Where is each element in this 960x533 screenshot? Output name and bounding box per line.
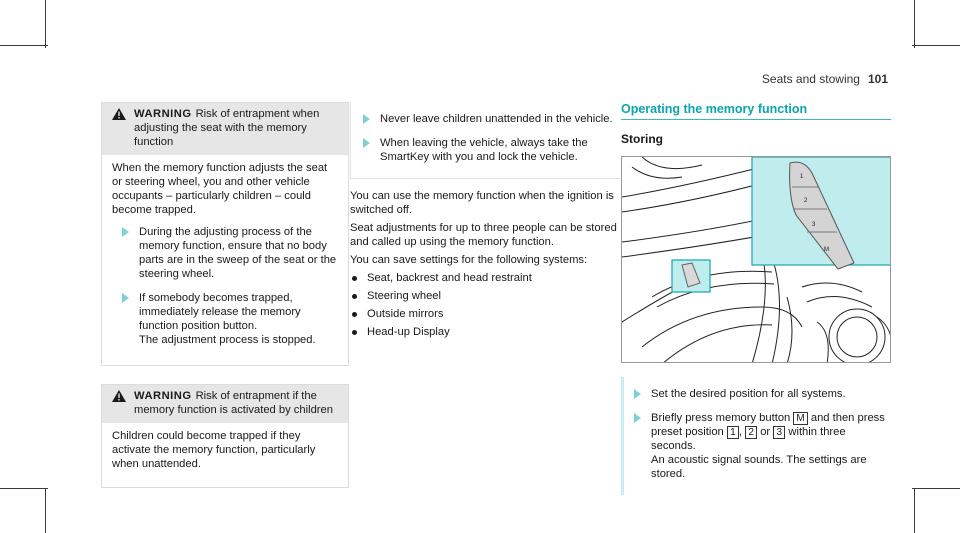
bullet-icon	[352, 330, 357, 335]
bullet-icon	[352, 276, 357, 281]
list-item: Steering wheel	[350, 289, 620, 303]
warning-box	[101, 384, 349, 488]
warning-triangle-icon	[112, 107, 128, 149]
step-arrow-icon	[363, 138, 370, 148]
list-item: Head-up Display	[350, 325, 620, 339]
instruction-step	[363, 112, 620, 126]
column-middle	[350, 102, 620, 343]
step-arrow-icon	[122, 227, 129, 237]
systems-list	[350, 271, 620, 339]
warning-body	[102, 155, 348, 365]
list-item: Seat, backrest and head restraint	[350, 271, 620, 285]
warning-text: When the memory function adjusts the seat or steering wheel, you and other vehicle occupants – particularly children – could become trapped.	[112, 162, 328, 216]
crop-mark	[912, 488, 960, 489]
crop-mark	[0, 488, 48, 489]
bullet-icon	[352, 294, 357, 299]
memory-button-3-label: 3	[812, 222, 816, 228]
warning-body	[102, 423, 348, 487]
crop-mark	[0, 45, 48, 46]
section-name: Seats and stowing	[761, 72, 860, 86]
warning-title: WARNING	[134, 390, 192, 402]
page-header	[762, 72, 888, 86]
warning-continuation	[350, 102, 620, 179]
step-text: Never leave children unattended in the vehicle.	[380, 113, 613, 125]
instruction-steps	[621, 377, 891, 495]
column-left	[101, 102, 349, 500]
warning-heading: Risk of entrapment when adjusting the seat with the memory function	[134, 108, 320, 148]
preset-key-1: 1	[727, 426, 739, 439]
memory-key-m: M	[793, 412, 807, 425]
step-text: If somebody becomes trapped, immediately release the memory function position button.	[139, 292, 301, 332]
step-arrow-icon	[363, 114, 370, 124]
warning-box	[101, 102, 349, 366]
memory-button-2-label: 2	[804, 198, 808, 204]
warning-text: Children could become trapped if they activate the memory function, particularly when unattended.	[112, 430, 316, 470]
crop-mark	[912, 45, 960, 46]
preset-key-2: 2	[745, 426, 757, 439]
instruction-step: Briefly press memory button M and then press preset position 1 , 2 or 3 within three seconds. An acoustic signal sounds. The settings are stored.	[630, 411, 891, 481]
step-text: When leaving the vehicle, always take the SmartKey with you and lock the vehicle.	[380, 137, 588, 163]
instruction-step	[363, 136, 620, 164]
crop-mark	[914, 488, 915, 533]
step-arrow-icon	[634, 389, 641, 399]
step-arrow-icon	[122, 293, 129, 303]
memory-button-m-label: M	[824, 247, 829, 253]
paragraph: You can use the memory function when the ignition is switched off.	[350, 190, 614, 216]
crop-mark	[914, 0, 915, 48]
warning-header	[102, 103, 348, 155]
instruction-step	[630, 387, 891, 401]
paragraph: Seat adjustments for up to three people can be stored and called up using the memory function.	[350, 222, 617, 248]
warning-heading: Risk of entrapment if the memory function is activated by children	[134, 390, 333, 416]
instruction-step	[112, 225, 338, 281]
section-title: Operating the memory function	[621, 102, 891, 120]
column-right	[621, 102, 891, 495]
subsection-title: Storing	[621, 132, 663, 146]
step-text: Set the desired position for all systems.	[651, 388, 846, 400]
paragraph: You can save settings for the following systems:	[350, 254, 588, 266]
warning-triangle-icon	[112, 389, 128, 417]
warning-title: WARNING	[134, 108, 192, 120]
step-result: The adjustment process is stopped.	[139, 334, 316, 346]
bullet-icon	[352, 312, 357, 317]
step-result: An acoustic signal sounds. The settings are stored.	[651, 454, 867, 480]
step-text: During the adjusting process of the memory function, ensure that no body parts are in the sweep of the seat or the steering wheel.	[139, 226, 337, 280]
step-arrow-icon	[634, 413, 641, 423]
instruction-step	[112, 291, 338, 347]
list-item: Outside mirrors	[350, 307, 620, 321]
page-number: 101	[867, 72, 888, 86]
crop-mark	[45, 0, 46, 48]
crop-mark	[45, 488, 46, 533]
memory-button-1-label: 1	[800, 174, 804, 180]
door-panel-illustration	[621, 156, 891, 363]
preset-key-3: 3	[773, 426, 785, 439]
warning-header	[102, 385, 348, 423]
